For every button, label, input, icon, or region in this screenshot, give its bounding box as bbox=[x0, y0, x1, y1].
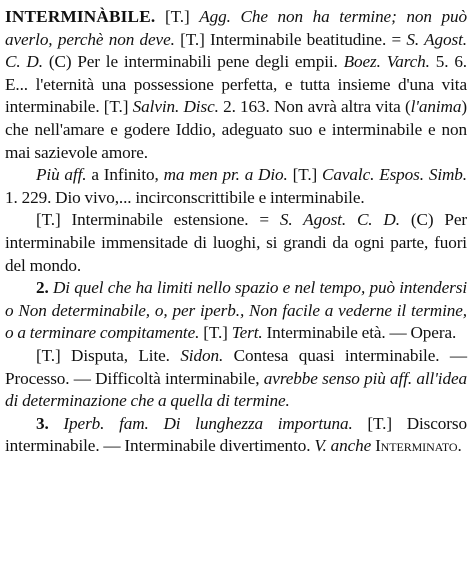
text-run: 2. 163. Non avrà altra vita ( bbox=[218, 97, 411, 117]
italic-note: ma men pr. a Dio. bbox=[163, 165, 288, 185]
entry-paragraph-definition bbox=[5, 6, 467, 164]
entry-paragraph-sense-2 bbox=[5, 277, 467, 345]
sense-number: 3. bbox=[36, 413, 49, 433]
italic-word: l'anima bbox=[410, 97, 462, 117]
citation-author: Salvin. Disc. bbox=[132, 97, 219, 117]
italic-label: V. anche bbox=[314, 436, 372, 456]
citation-author: Cavalc. Espos. Simb. bbox=[322, 165, 467, 185]
italic-label: Più aff. bbox=[36, 165, 87, 185]
citation-author: S. Agost. C. D. bbox=[279, 210, 400, 230]
italic-definition: Iperb. fam. Di lunghezza importuna. bbox=[48, 413, 353, 433]
text-run: 5. 6. E... l'eternità una possessione perfetta, e tutta insieme d'una vita interminabile. [T.] bbox=[5, 52, 468, 117]
sense-number: 2. bbox=[36, 278, 49, 298]
citation-author: Boez. Varch. bbox=[343, 52, 430, 72]
citation-author: Tert. bbox=[231, 323, 263, 343]
text-run: [T.] Discorso interminabile. — Interminabile divertimento. bbox=[5, 413, 468, 456]
text-run: a Infinito, bbox=[86, 165, 164, 185]
text-run: [T.] Disputa, Lite. bbox=[36, 345, 181, 365]
text-run: [T.] Interminabile beatitudine. = bbox=[174, 29, 407, 49]
dictionary-entry bbox=[5, 6, 467, 458]
text-run: [T.] bbox=[199, 323, 232, 343]
headword: INTERMINÀBILE. bbox=[5, 7, 156, 26]
text-run: [T.] Interminabile estensione. = bbox=[36, 210, 280, 230]
text-run: ) che nell'amare e godere Iddio, adeguato suo e interminabile e non mai sazievole amore. bbox=[5, 97, 467, 162]
citation-author: Sidon. bbox=[180, 345, 224, 365]
entry-paragraph-example bbox=[5, 209, 467, 277]
italic-definition: Agg. Che non ha termine; non può averlo, perchè non deve. bbox=[5, 7, 467, 49]
citation-author: S. Agost. C. D. bbox=[5, 29, 467, 72]
text-run: 1. 229. Dio vivo,... incirconscrittibile e interminabile. bbox=[5, 187, 365, 207]
entry-paragraph-sense-extended bbox=[5, 164, 467, 209]
text-run: [T.] bbox=[155, 7, 200, 26]
text-run: (C) Per interminabile immensitade di luoghi, si grandi da ogni parte, fuori del mondo. bbox=[5, 210, 467, 275]
text-run: Interminabile età. — Opera. bbox=[262, 323, 457, 343]
entry-paragraph-example bbox=[5, 345, 467, 413]
cross-reference: Interminato. bbox=[375, 436, 462, 456]
text-run: [T.] bbox=[287, 165, 323, 185]
text-run: (C) Per le interminabili pene degli empii. bbox=[42, 52, 344, 72]
text-run: Contesa quasi interminabile. — Processo. — Difficoltà interminabile, bbox=[5, 345, 467, 388]
italic-note: avrebbe senso più aff. all'idea di determinazione che a quella di termine. bbox=[5, 368, 467, 411]
entry-paragraph-sense-3 bbox=[5, 413, 467, 458]
italic-definition: Di quel che ha limiti nello spazio e nel tempo, può intendersi o Non determinabile, o, per iperb., Non facile a vederne il termine, o a terminare compitamente. bbox=[5, 278, 467, 343]
